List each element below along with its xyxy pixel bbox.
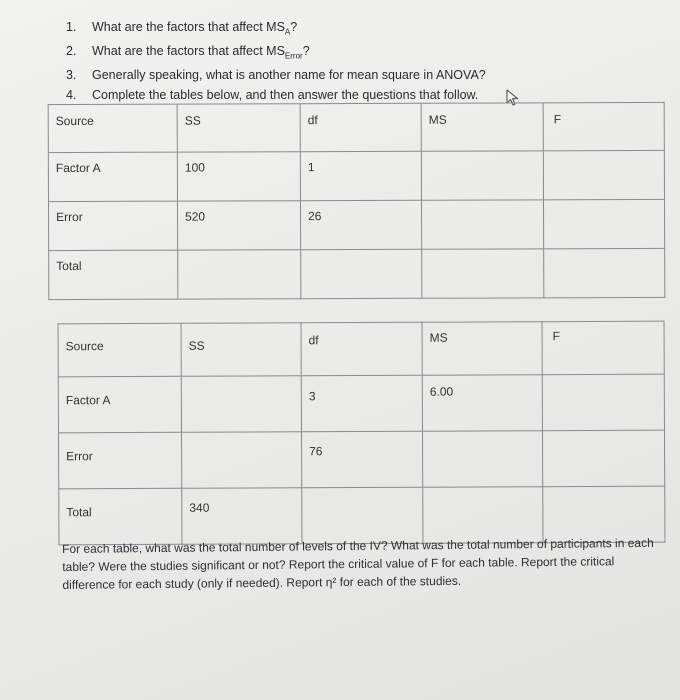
question-number: 3. xyxy=(66,68,77,82)
cell-ss: 100 xyxy=(177,152,300,201)
question-1 xyxy=(66,18,486,42)
header-source: Source xyxy=(48,104,177,152)
cell-ms xyxy=(422,431,542,488)
cell-f xyxy=(543,150,664,199)
table-row xyxy=(49,248,665,299)
cell-df xyxy=(302,487,423,544)
question-2 xyxy=(66,42,486,66)
question-number: 2. xyxy=(66,44,77,58)
header-source: Source xyxy=(58,323,181,377)
cell-df: 1 xyxy=(300,151,421,200)
table-header-row xyxy=(48,102,664,152)
cell-ss xyxy=(181,376,301,433)
follow-up-questions: For each table, what was the total number of levels of the IV? What was the total number of participants in each table? Were the studies significant or not? Report the critical value of F for each table. Report the critical difference for each study (only if needed). Report η² for each of the studies. xyxy=(62,535,654,592)
header-ms: MS xyxy=(421,103,543,151)
cell-ss: 340 xyxy=(182,488,302,545)
header-ss: SS xyxy=(181,323,301,377)
cell-ms: 6.00 xyxy=(422,375,542,432)
cell-df: 76 xyxy=(301,431,422,488)
cell-f xyxy=(544,248,665,297)
question-number: 1. xyxy=(66,20,77,34)
table-row xyxy=(48,150,664,201)
question-text: What are the factors that affect $MS_{Error}$? xyxy=(92,44,310,61)
question-3 xyxy=(66,66,486,86)
row-label: Error xyxy=(58,432,181,489)
anova-table-2 xyxy=(58,321,666,546)
anova-table-1 xyxy=(48,102,666,300)
header-ss: SS xyxy=(177,104,300,152)
question-list xyxy=(66,18,486,105)
cell-f xyxy=(543,199,664,248)
table-row xyxy=(58,430,664,489)
header-ms: MS xyxy=(422,322,542,376)
row-label: Error xyxy=(49,201,178,250)
cell-ss xyxy=(178,250,301,299)
question-number: 4. xyxy=(66,87,77,102)
table-row xyxy=(58,374,664,433)
table-row xyxy=(49,199,665,250)
question-text: Complete the tables below, and then answer the questions that follow. xyxy=(92,87,479,102)
row-label: Factor A xyxy=(48,152,177,201)
question-text: What are the factors that affect $MS_A$? xyxy=(92,20,298,37)
cell-ss xyxy=(181,432,301,489)
cell-df: 26 xyxy=(300,200,421,249)
question-text: Generally speaking, what is another name for mean square in ANOVA? xyxy=(92,68,486,82)
cell-ms xyxy=(422,249,544,298)
cell-ms xyxy=(421,151,543,200)
cell-df xyxy=(301,249,422,298)
cell-ss: 520 xyxy=(177,201,300,250)
table-header-row xyxy=(58,321,664,377)
header-f: F xyxy=(543,102,664,150)
cell-df: 3 xyxy=(301,375,422,432)
cell-ms xyxy=(421,200,543,249)
row-label: Factor A xyxy=(58,376,181,433)
row-label: Total xyxy=(49,250,178,299)
cell-f xyxy=(542,430,664,487)
header-f: F xyxy=(542,321,664,375)
header-df: df xyxy=(301,322,422,376)
header-df: df xyxy=(300,103,421,151)
cell-f xyxy=(542,374,664,431)
row-label: Total xyxy=(59,488,182,545)
